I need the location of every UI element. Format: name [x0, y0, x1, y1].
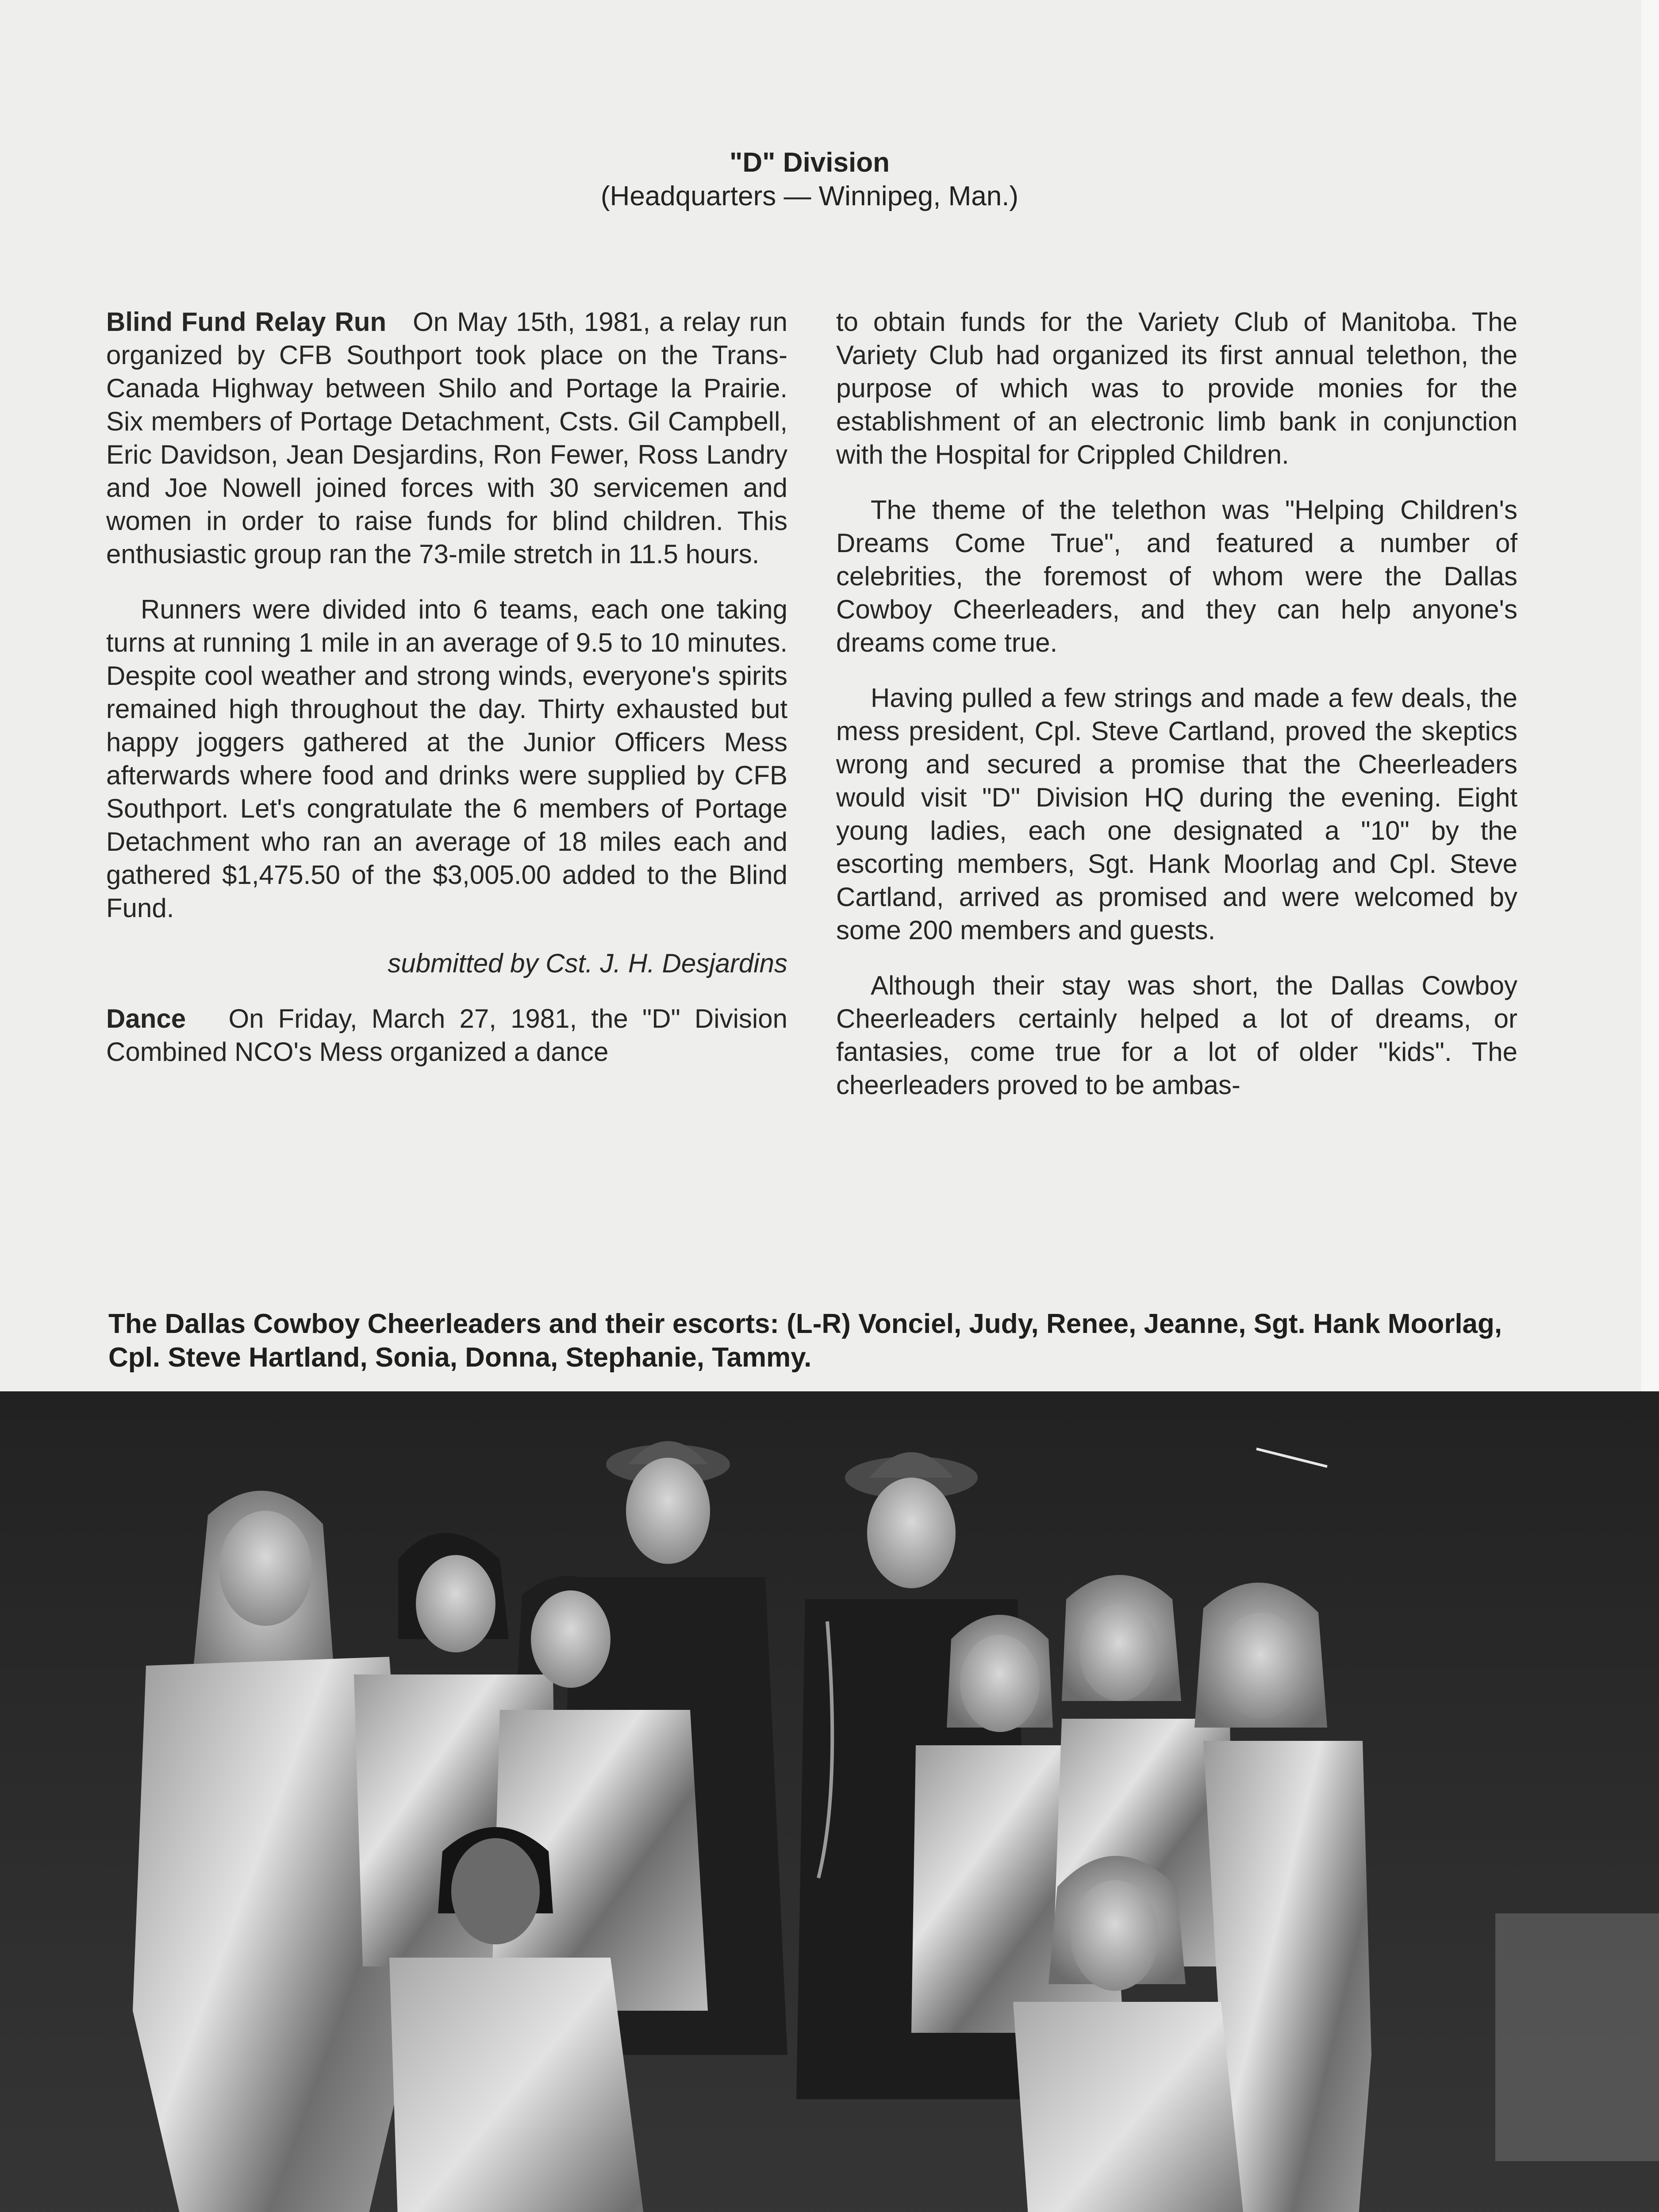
- left-column: [106, 305, 787, 1091]
- dance-text: On Friday, March 27, 1981, the "D" Division Combined NCO's Mess organized a dance: [106, 1004, 787, 1067]
- photo-illustration: [0, 1391, 1659, 2212]
- telethon-paragraph-2: The theme of the telethon was "Helping Children's Dreams Come True", and featured a number of celebrities, the foremost of whom were the Dallas Cowboy Cheerleaders, and they can help anyone's dreams come true.: [836, 495, 1517, 657]
- telethon-paragraph-3: Having pulled a few strings and made a few deals, the mess president, Cpl. Steve Cartland, proved the skeptics wrong and secured a promise that the Cheerleaders would visit "D" Division HQ during the evening. Eight young ladies, each one designated a "10" by the escorting members, Sgt. Hank Moorlag and Cpl. Steve Cartland, arrived as promised and were welcomed by some 200 members and guests.: [836, 683, 1517, 945]
- relay-run-text-1: On May 15th, 1981, a relay run organized by CFB Southport took place on the Trans-Canada Highway between Shilo and Portage la Prairie. Six members of Portage Detachment, Csts. Gil Campbell, Eric Davidson, Jean Desjardins, Ron Fewer, Ross Landry and Joe Nowell joined forces with 30 servicemen and women in order to raise funds for blind children. This enthusiastic group ran the 73-mile stretch in 11.5 hours.: [106, 307, 787, 569]
- relay-run-paragraph-1: [106, 305, 787, 571]
- relay-run-heading: Blind Fund Relay Run: [106, 307, 387, 337]
- group-photo: [0, 1391, 1659, 2212]
- right-column: [836, 305, 1517, 1124]
- dance-heading: Dance: [106, 1004, 186, 1033]
- dance-paragraph: [106, 1002, 787, 1068]
- telethon-paragraph-1: to obtain funds for the Variety Club of Manitoba. The Variety Club had organized its first annual telethon, the purpose of which was to provide monies for the establishment of an electronic limb bank in conjunction with the Hospital for Crippled Children.: [836, 307, 1517, 469]
- section-header: [0, 146, 1619, 213]
- relay-run-paragraph-2: Runners were divided into 6 teams, each one taking turns at running 1 mile in an average of 9.5 to 10 minutes. Despite cool weather and strong winds, everyone's spirits remained high throughout the day. Thirty exhausted but happy joggers gathered at the Junior Officers Mess afterwards where food and drinks were supplied by CFB Southport. Let's congratulate the 6 members of Portage Detachment who ran an average of 18 miles each and gathered $1,475.50 of the $3,005.00 added to the Blind Fund.: [106, 595, 787, 923]
- telethon-paragraph-4: Although their stay was short, the Dallas Cowboy Cheerleaders certainly helped a lot of dreams, or fantasies, come true for a lot of older "kids". The cheerleaders proved to be ambas-: [836, 971, 1517, 1100]
- page-title: "D" Division: [730, 147, 890, 178]
- signature: submitted by Cst. J. H. Desjardins: [388, 949, 787, 978]
- photo-caption: The Dallas Cowboy Cheerleaders and their escorts: (L-R) Vonciel, Judy, Renee, Jeanne, Sgt. Hank Moorlag, Cpl. Steve Hartland, Sonia, Donna, Stephanie, Tammy.: [108, 1309, 1502, 1373]
- page-subtitle: (Headquarters — Winnipeg, Man.): [600, 181, 1019, 211]
